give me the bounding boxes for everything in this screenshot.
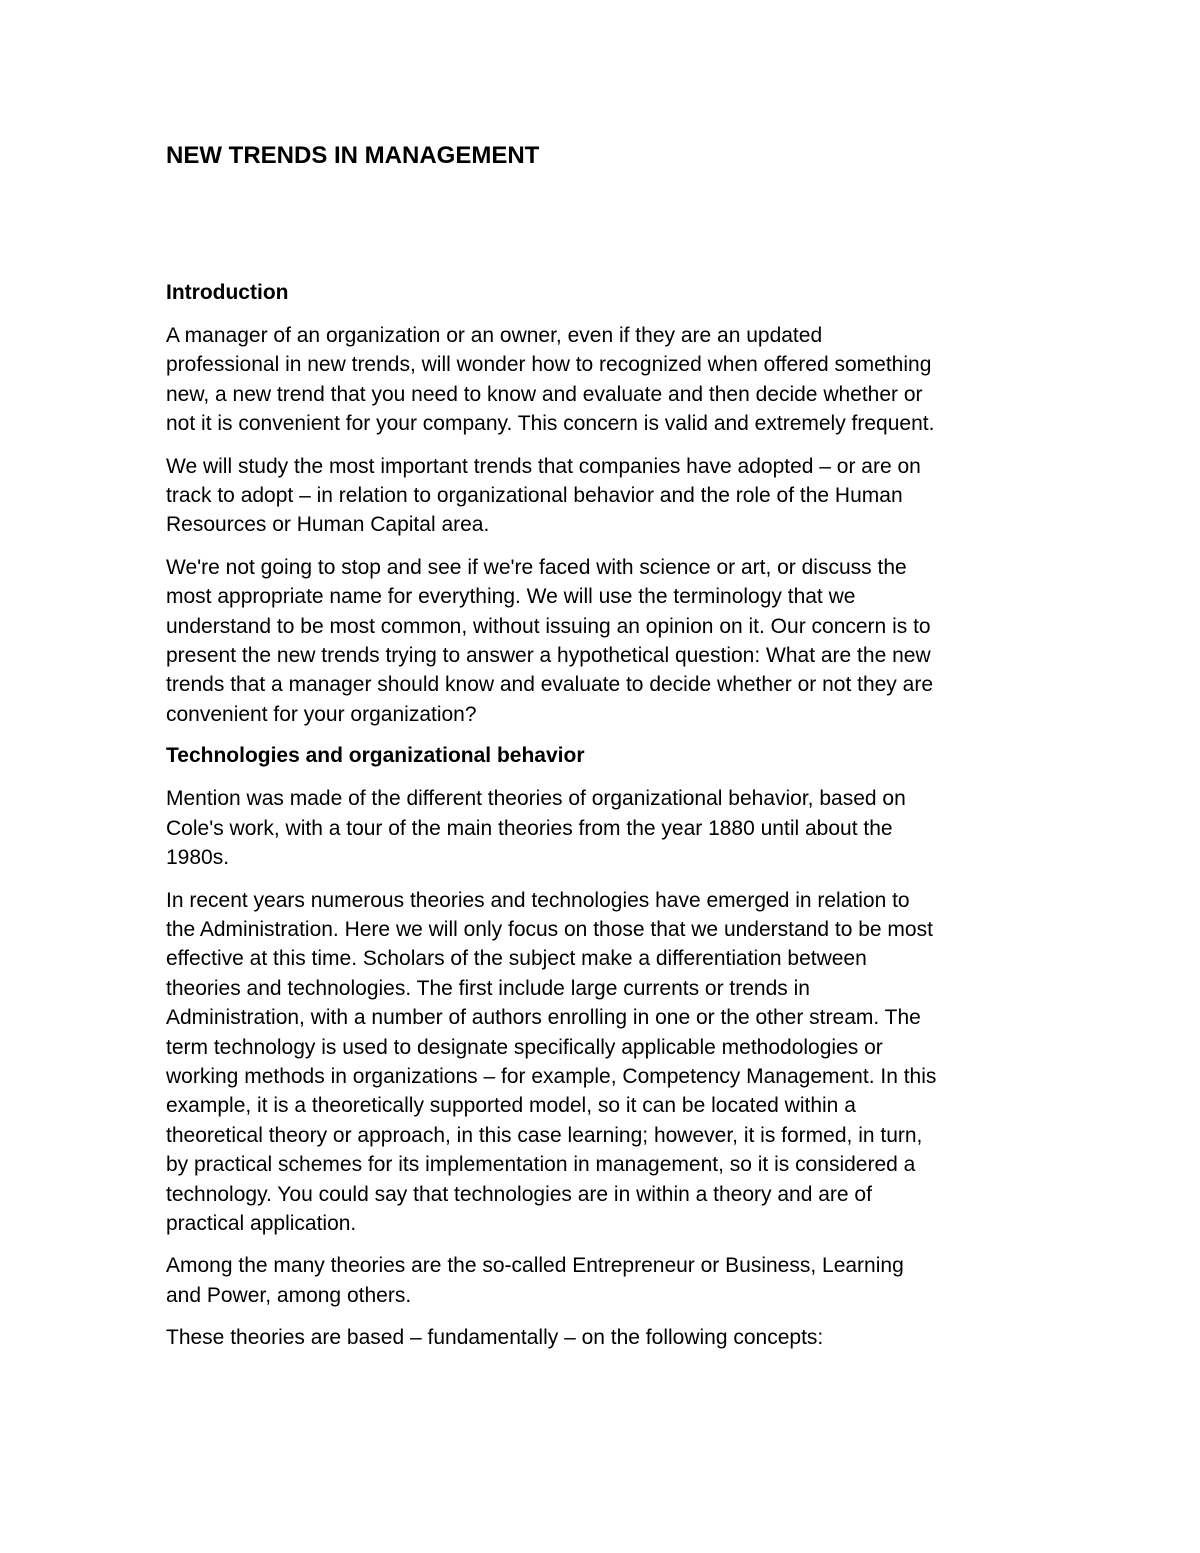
text-line: example, it is a theoretically supported model, so it can be located within a — [166, 1094, 856, 1118]
paragraph-tech-2 — [166, 886, 1046, 1239]
text-line: Cole's work, with a tour of the main theories from the year 1880 until about the — [166, 816, 893, 840]
paragraph-intro-3 — [166, 553, 1046, 729]
text-line: understand to be most common, without issuing an opinion on it. Our concern is to — [166, 614, 931, 638]
text-line: theories and technologies. The first include large currents or trends in — [166, 976, 810, 1000]
text-line: Resources or Human Capital area. — [166, 513, 490, 537]
text-line: present the new trends trying to answer a hypothetical question: What are the new — [166, 644, 931, 668]
text-line: professional in new trends, will wonder how to recognized when offered something — [166, 353, 932, 377]
paragraph-intro-1 — [166, 321, 1046, 439]
text-line: Administration, with a number of authors enrolling in one or the other stream. The — [166, 1006, 921, 1030]
text-line: A manager of an organization or an owner, even if they are an updated — [166, 324, 823, 347]
text-line: technology. You could say that technologies are in within a theory and are of — [166, 1182, 872, 1206]
text-line: working methods in organizations – for example, Competency Management. In this — [166, 1064, 937, 1088]
section-heading-technologies: Technologies and organizational behavior — [166, 744, 585, 768]
paragraph-tech-3 — [166, 1251, 1046, 1310]
text-line: Mention was made of the different theories of organizational behavior, based on — [166, 787, 906, 811]
text-line: In recent years numerous theories and technologies have emerged in relation to — [166, 888, 910, 912]
document-title: NEW TRENDS IN MANAGEMENT — [166, 142, 540, 169]
text-line: theoretical theory or approach, in this case learning; however, it is formed, in turn, — [166, 1123, 923, 1147]
text-line: 1980s. — [166, 846, 230, 870]
text-line: These theories are based – fundamentally – on the following concepts: — [166, 1326, 824, 1350]
document-body — [166, 279, 1046, 1366]
text-line: effective at this time. Scholars of the subject make a differentiation between — [166, 947, 867, 971]
text-line: term technology is used to designate specifically applicable methodologies or — [166, 1035, 883, 1059]
text-line: We will study the most important trends that companies have adopted – or are on — [166, 454, 921, 478]
text-line: not it is convenient for your company. This concern is valid and extremely frequent. — [166, 412, 935, 436]
text-line: trends that a manager should know and evaluate to decide whether or not they are — [166, 673, 933, 697]
text-line: Among the many theories are the so-called Entrepreneur or Business, Learning — [166, 1254, 904, 1278]
text-line: the Administration. Here we will only focus on those that we understand to be most — [166, 917, 933, 941]
text-line: track to adopt – in relation to organizational behavior and the role of the Human — [166, 484, 903, 508]
text-line: We're not going to stop and see if we're faced with science or art, or discuss the — [166, 555, 907, 579]
text-line: by practical schemes for its implementation in management, so it is considered a — [166, 1153, 916, 1177]
text-line: practical application. — [166, 1211, 357, 1235]
paragraph-tech-1 — [166, 784, 1046, 872]
text-line: and Power, among others. — [166, 1283, 412, 1307]
text-line: most appropriate name for everything. We will use the terminology that we — [166, 585, 856, 609]
paragraph-intro-2 — [166, 452, 1046, 540]
text-line: convenient for your organization? — [166, 702, 477, 726]
text-line: new, a new trend that you need to know and evaluate and then decide whether or — [166, 382, 923, 406]
section-heading-introduction: Introduction — [166, 281, 289, 304]
paragraph-tech-4 — [166, 1323, 1046, 1352]
